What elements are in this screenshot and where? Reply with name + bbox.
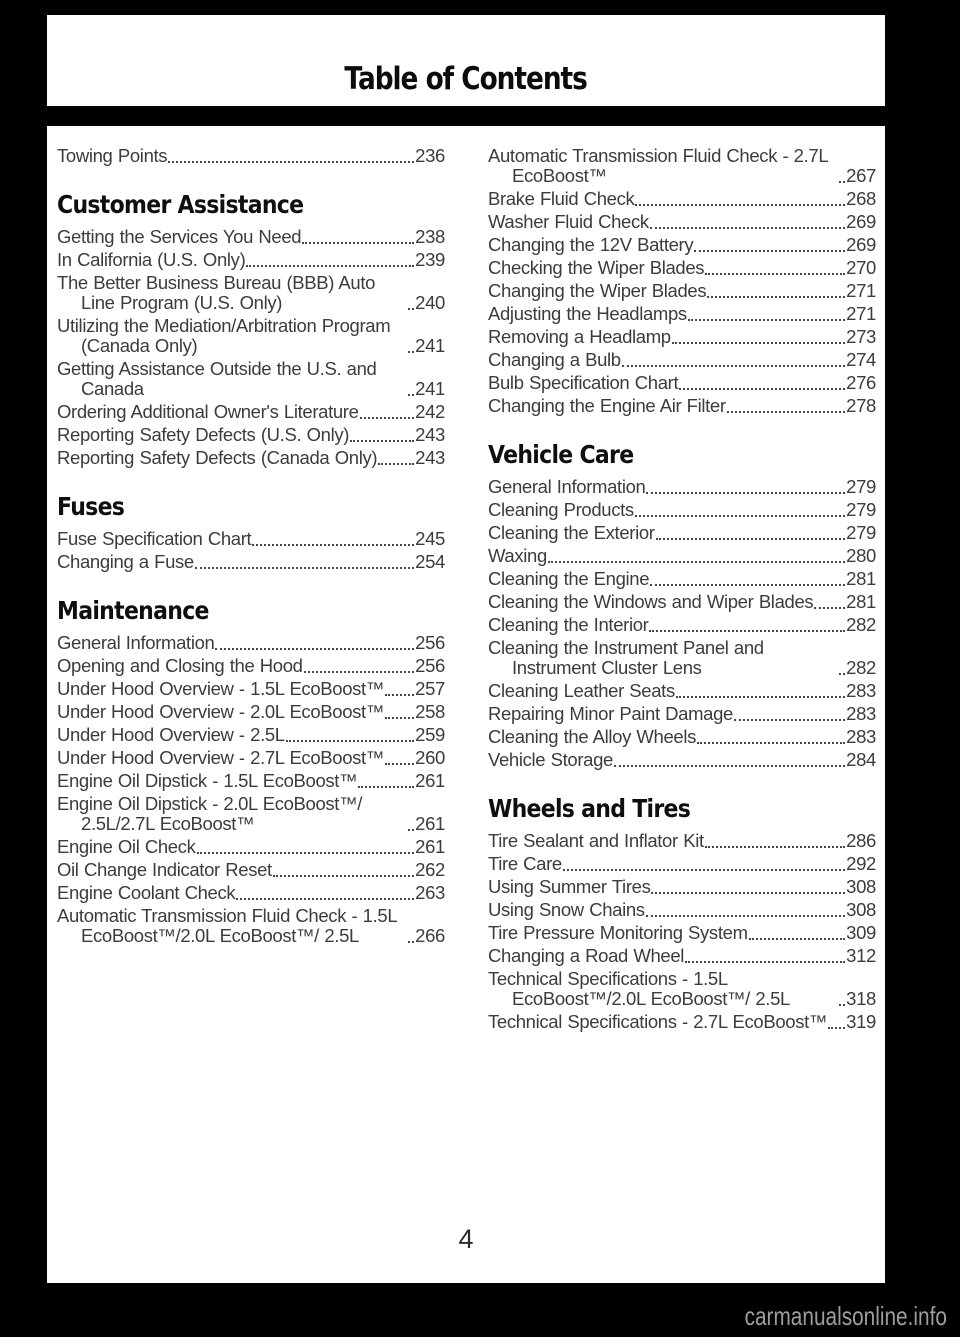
dot-leader	[286, 740, 414, 742]
toc-entry-title: Tire Care	[488, 853, 562, 874]
toc-entry-title: Fuse Specification Chart	[57, 528, 252, 549]
toc-entry-title: Under Hood Overview - 2.5L	[57, 724, 285, 745]
toc-entry-title: Automatic Transmission Fluid Check - 2.7L EcoBoost™	[488, 145, 828, 186]
dot-leader	[650, 584, 845, 586]
toc-entry-title: Oil Change Indicator Reset	[57, 859, 272, 880]
toc-entry-title: Under Hood Overview - 2.0L EcoBoost™	[57, 701, 384, 722]
toc-entry[interactable]	[488, 146, 876, 186]
dot-leader	[408, 351, 414, 353]
toc-entry-page: 269	[846, 211, 876, 232]
toc-entry-page: 278	[846, 395, 876, 416]
dot-leader	[694, 250, 845, 252]
toc-entry-title: Bulb Specification Chart	[488, 372, 679, 393]
toc-entry-page: 268	[846, 188, 876, 209]
toc-entry[interactable]	[488, 569, 876, 589]
toc-entry[interactable]	[488, 373, 876, 393]
toc-entry-page: 238	[415, 226, 445, 247]
dot-leader	[548, 561, 845, 563]
toc-entry-page: 261	[415, 813, 445, 834]
toc-entry-page: 308	[846, 899, 876, 920]
toc-entry[interactable]	[57, 883, 445, 903]
header-divider-bar	[47, 106, 885, 126]
toc-entry-page: 318	[846, 988, 876, 1009]
dot-leader	[651, 892, 845, 894]
toc-entry[interactable]	[488, 396, 876, 416]
toc-entry[interactable]	[488, 877, 876, 897]
dot-leader	[614, 765, 845, 767]
toc-entry[interactable]	[488, 638, 876, 678]
toc-entry-title: Engine Coolant Check	[57, 882, 236, 903]
toc-entry[interactable]	[488, 304, 876, 324]
section-heading: Fuses	[57, 492, 125, 521]
section-heading: Wheels and Tires	[488, 794, 691, 823]
toc-entry-title: Engine Oil Dipstick - 1.5L EcoBoost™	[57, 770, 358, 791]
toc-entry-title: Removing a Headlamp	[488, 326, 671, 347]
dot-leader	[563, 869, 845, 871]
dot-leader	[195, 567, 414, 569]
toc-entry[interactable]	[488, 854, 876, 874]
toc-entry[interactable]	[488, 235, 876, 255]
toc-entry-page: 236	[415, 145, 445, 166]
toc-entry-title: Technical Specifications - 2.7L EcoBoost™	[488, 1011, 828, 1032]
toc-entry[interactable]	[57, 860, 445, 880]
toc-entry-title: Cleaning the Interior	[488, 614, 649, 635]
toc-entry-page: 263	[415, 882, 445, 903]
toc-entry[interactable]	[57, 794, 445, 834]
section-heading: Maintenance	[57, 596, 209, 625]
page-number: 4	[458, 1224, 474, 1254]
toc-entry-page: 258	[415, 701, 445, 722]
toc-entry[interactable]	[488, 900, 876, 920]
dot-leader	[672, 342, 845, 344]
toc-entry-page: 243	[415, 424, 445, 445]
toc-entry-title: Towing Points	[57, 145, 168, 166]
dot-leader	[302, 242, 414, 244]
toc-entry[interactable]	[488, 327, 876, 347]
toc-entry[interactable]	[57, 529, 445, 549]
toc-entry[interactable]	[57, 837, 445, 857]
dot-leader	[828, 1027, 845, 1029]
dot-leader	[408, 829, 414, 831]
toc-entry-page: 241	[415, 335, 445, 356]
dot-leader	[839, 673, 845, 675]
toc-entry[interactable]	[57, 227, 445, 247]
toc-entry[interactable]	[57, 552, 445, 572]
toc-entry[interactable]	[488, 923, 876, 943]
toc-entry-title: Cleaning the Instrument Panel and Instrument Cluster Lens	[488, 637, 764, 678]
dot-leader	[646, 492, 845, 494]
dot-leader	[358, 786, 414, 788]
toc-entry-title: The Better Business Bureau (BBB) Auto Line Program (U.S. Only)	[57, 272, 376, 313]
dot-leader	[236, 898, 414, 900]
dot-leader	[707, 296, 845, 298]
toc-entry[interactable]	[488, 946, 876, 966]
section-heading: Customer Assistance	[57, 190, 304, 219]
toc-entry-title: Changing a Road Wheel	[488, 945, 685, 966]
dot-leader	[697, 742, 845, 744]
toc-entry-page: 260	[415, 747, 445, 768]
toc-entry-title: Using Snow Chains	[488, 899, 645, 920]
toc-entry-page: 281	[846, 568, 876, 589]
toc-entry[interactable]	[57, 273, 445, 313]
toc-entry-title: Under Hood Overview - 1.5L EcoBoost™	[57, 678, 384, 699]
toc-entry[interactable]	[488, 212, 876, 232]
dot-leader	[197, 852, 415, 854]
toc-entry-title: Automatic Transmission Fluid Check - 1.5L EcoBoost™/2.0L EcoBoost™/ 2.5L	[57, 905, 397, 946]
toc-entry-title: Tire Pressure Monitoring System	[488, 922, 748, 943]
dot-leader	[650, 227, 845, 229]
toc-entry[interactable]	[57, 748, 445, 768]
toc-entry[interactable]	[488, 727, 876, 747]
toc-entry-page: 283	[846, 680, 876, 701]
toc-entry-page: 256	[415, 655, 445, 676]
toc-entry-title: Getting the Services You Need	[57, 226, 302, 247]
dot-leader	[649, 630, 845, 632]
toc-entry-page: 271	[846, 303, 876, 324]
toc-entry-title: Getting Assistance Outside the U.S. and Canada	[57, 358, 377, 399]
dot-leader	[814, 607, 845, 609]
toc-entry-title: Cleaning the Exterior	[488, 522, 655, 543]
toc-entry[interactable]	[488, 831, 876, 851]
dot-leader	[705, 273, 845, 275]
toc-entry-page: 261	[415, 770, 445, 791]
toc-entry-page: 279	[846, 476, 876, 497]
toc-entry[interactable]	[488, 615, 876, 635]
toc-entry[interactable]	[488, 500, 876, 520]
dot-leader	[252, 544, 414, 546]
toc-entry-page: 279	[846, 522, 876, 543]
toc-entry-page: 245	[415, 528, 445, 549]
toc-entry-title: Reporting Safety Defects (U.S. Only)	[57, 424, 350, 445]
toc-entry-title: Engine Oil Check	[57, 836, 196, 857]
toc-entry-title: General Information	[488, 476, 646, 497]
dot-leader	[385, 694, 414, 696]
toc-entry-title: Washer Fluid Check	[488, 211, 649, 232]
toc-entry-title: Changing the 12V Battery	[488, 234, 694, 255]
dot-leader	[215, 648, 414, 650]
toc-column-2	[488, 143, 876, 1035]
dot-leader	[385, 763, 414, 765]
toc-entry-title: Cleaning the Engine	[488, 568, 650, 589]
toc-entry-title: Checking the Wiper Blades	[488, 257, 705, 278]
toc-entry-page: 262	[415, 859, 445, 880]
toc-entry-page: 276	[846, 372, 876, 393]
toc-entry-page: 279	[846, 499, 876, 520]
toc-entry[interactable]	[488, 350, 876, 370]
dot-leader	[688, 319, 845, 321]
toc-entry-page: 283	[846, 703, 876, 724]
toc-entry-title: In California (U.S. Only)	[57, 249, 246, 270]
toc-entry-page: 254	[415, 551, 445, 572]
toc-entry-title: Under Hood Overview - 2.7L EcoBoost™	[57, 747, 384, 768]
toc-entry-title: Engine Oil Dipstick - 2.0L EcoBoost™/ 2.5L/2.7L EcoBoost™	[57, 793, 363, 834]
toc-entry[interactable]	[488, 592, 876, 612]
toc-entry-title: Brake Fluid Check	[488, 188, 635, 209]
toc-entry[interactable]	[488, 704, 876, 724]
toc-entry[interactable]	[57, 633, 445, 653]
toc-entry-title: Changing a Bulb	[488, 349, 621, 370]
toc-entry-page: 286	[846, 830, 876, 851]
toc-entry-title: Using Summer Tires	[488, 876, 651, 897]
toc-entry[interactable]	[57, 250, 445, 270]
toc-entry[interactable]	[488, 1012, 876, 1032]
toc-entry-title: Opening and Closing the Hood	[57, 655, 303, 676]
dot-leader	[734, 719, 845, 721]
toc-entry[interactable]	[488, 189, 876, 209]
toc-entry-title: Vehicle Storage	[488, 749, 613, 770]
toc-entry[interactable]	[57, 679, 445, 699]
toc-entry-title: Cleaning the Alloy Wheels	[488, 726, 696, 747]
toc-entry-page: 309	[846, 922, 876, 943]
toc-entry[interactable]	[488, 681, 876, 701]
toc-entry[interactable]	[57, 656, 445, 676]
toc-entry[interactable]	[57, 146, 445, 166]
watermark-text: carmanualsonline.info	[744, 1301, 947, 1331]
toc-entry[interactable]	[57, 402, 445, 422]
toc-entry-page: 256	[415, 632, 445, 653]
dot-leader	[676, 696, 845, 698]
toc-entry-title: Cleaning the Windows and Wiper Blades	[488, 591, 814, 612]
dot-leader	[635, 515, 845, 517]
toc-entry-page: 267	[846, 165, 876, 186]
toc-entry-page: 269	[846, 234, 876, 255]
toc-entry-page: 273	[846, 326, 876, 347]
dot-leader	[360, 417, 415, 419]
toc-entry-page: 259	[415, 724, 445, 745]
toc-entry-page: 282	[846, 657, 876, 678]
dot-leader	[385, 717, 414, 719]
toc-entry-page: 292	[846, 853, 876, 874]
dot-leader	[246, 265, 414, 267]
toc-entry[interactable]	[57, 702, 445, 722]
toc-entry[interactable]	[57, 359, 445, 399]
toc-entry-page: 284	[846, 749, 876, 770]
toc-entry-title: Cleaning Products	[488, 499, 634, 520]
dot-leader	[378, 463, 414, 465]
dot-leader	[685, 961, 845, 963]
toc-entry-page: 271	[846, 280, 876, 301]
toc-entry-title: Waxing	[488, 545, 547, 566]
toc-entry-page: 266	[415, 925, 445, 946]
dot-leader	[705, 846, 845, 848]
dot-leader	[168, 161, 414, 163]
toc-entry-page: 312	[846, 945, 876, 966]
toc-column-1	[57, 143, 445, 1035]
page-header	[47, 15, 885, 106]
dot-leader	[635, 204, 845, 206]
toc-entry-title: Changing a Fuse	[57, 551, 194, 572]
toc-entry-title: Cleaning Leather Seats	[488, 680, 675, 701]
toc-entry-page: 270	[846, 257, 876, 278]
section-heading: Vehicle Care	[488, 440, 634, 469]
dot-leader	[749, 938, 846, 940]
toc-entry-title: Reporting Safety Defects (Canada Only)	[57, 447, 378, 468]
toc-entry-page: 257	[415, 678, 445, 699]
toc-entry[interactable]	[57, 425, 445, 445]
dot-leader	[408, 941, 414, 943]
toc-entry[interactable]	[488, 258, 876, 278]
footer-bar	[0, 1283, 960, 1337]
dot-leader	[408, 394, 414, 396]
dot-leader	[656, 538, 846, 540]
dot-leader	[727, 411, 845, 413]
toc-entry-page: 243	[415, 447, 445, 468]
toc-entry-title: Ordering Additional Owner's Literature	[57, 401, 359, 422]
toc-entry-title: Adjusting the Headlamps	[488, 303, 687, 324]
dot-leader	[408, 308, 414, 310]
page-title: Table of Contents	[344, 61, 588, 97]
dot-leader	[304, 671, 415, 673]
toc-entry[interactable]	[488, 477, 876, 497]
toc-entry-page: 308	[846, 876, 876, 897]
toc-entry[interactable]	[57, 725, 445, 745]
toc-entry-page: 274	[846, 349, 876, 370]
toc-entry[interactable]	[57, 771, 445, 791]
toc-entry[interactable]	[488, 523, 876, 543]
dot-leader	[839, 1004, 845, 1006]
toc-entry-title: Technical Specifications - 1.5L EcoBoost™/2.0L EcoBoost™/ 2.5L	[488, 968, 790, 1009]
toc-content	[47, 126, 885, 1035]
toc-entry-title: Changing the Engine Air Filter	[488, 395, 726, 416]
dot-leader	[350, 440, 414, 442]
toc-entry-title: General Information	[57, 632, 215, 653]
toc-entry-page: 240	[415, 292, 445, 313]
toc-entry-page: 242	[415, 401, 445, 422]
dot-leader	[646, 915, 845, 917]
toc-entry-title: Tire Sealant and Inflator Kit	[488, 830, 704, 851]
toc-entry[interactable]	[488, 750, 876, 770]
toc-entry-page: 280	[846, 545, 876, 566]
dot-leader	[622, 365, 845, 367]
toc-entry-page: 241	[415, 378, 445, 399]
toc-entry-page: 239	[415, 249, 445, 270]
toc-entry[interactable]	[57, 448, 445, 468]
manual-page	[47, 15, 885, 1283]
toc-entry-page: 283	[846, 726, 876, 747]
toc-entry[interactable]	[488, 281, 876, 301]
toc-entry-title: Utilizing the Mediation/Arbitration Program (Canada Only)	[57, 315, 391, 356]
toc-entry-page: 281	[846, 591, 876, 612]
toc-entry-page: 282	[846, 614, 876, 635]
toc-entry[interactable]	[57, 316, 445, 356]
toc-entry-title: Changing the Wiper Blades	[488, 280, 707, 301]
toc-entry[interactable]	[488, 969, 876, 1009]
toc-entry-page: 261	[415, 836, 445, 857]
toc-entry-page: 319	[846, 1011, 876, 1032]
dot-leader	[273, 875, 414, 877]
toc-entry[interactable]	[57, 906, 445, 946]
toc-entry-title: Repairing Minor Paint Damage	[488, 703, 733, 724]
dot-leader	[679, 388, 845, 390]
dot-leader	[839, 181, 845, 183]
toc-entry[interactable]	[488, 546, 876, 566]
